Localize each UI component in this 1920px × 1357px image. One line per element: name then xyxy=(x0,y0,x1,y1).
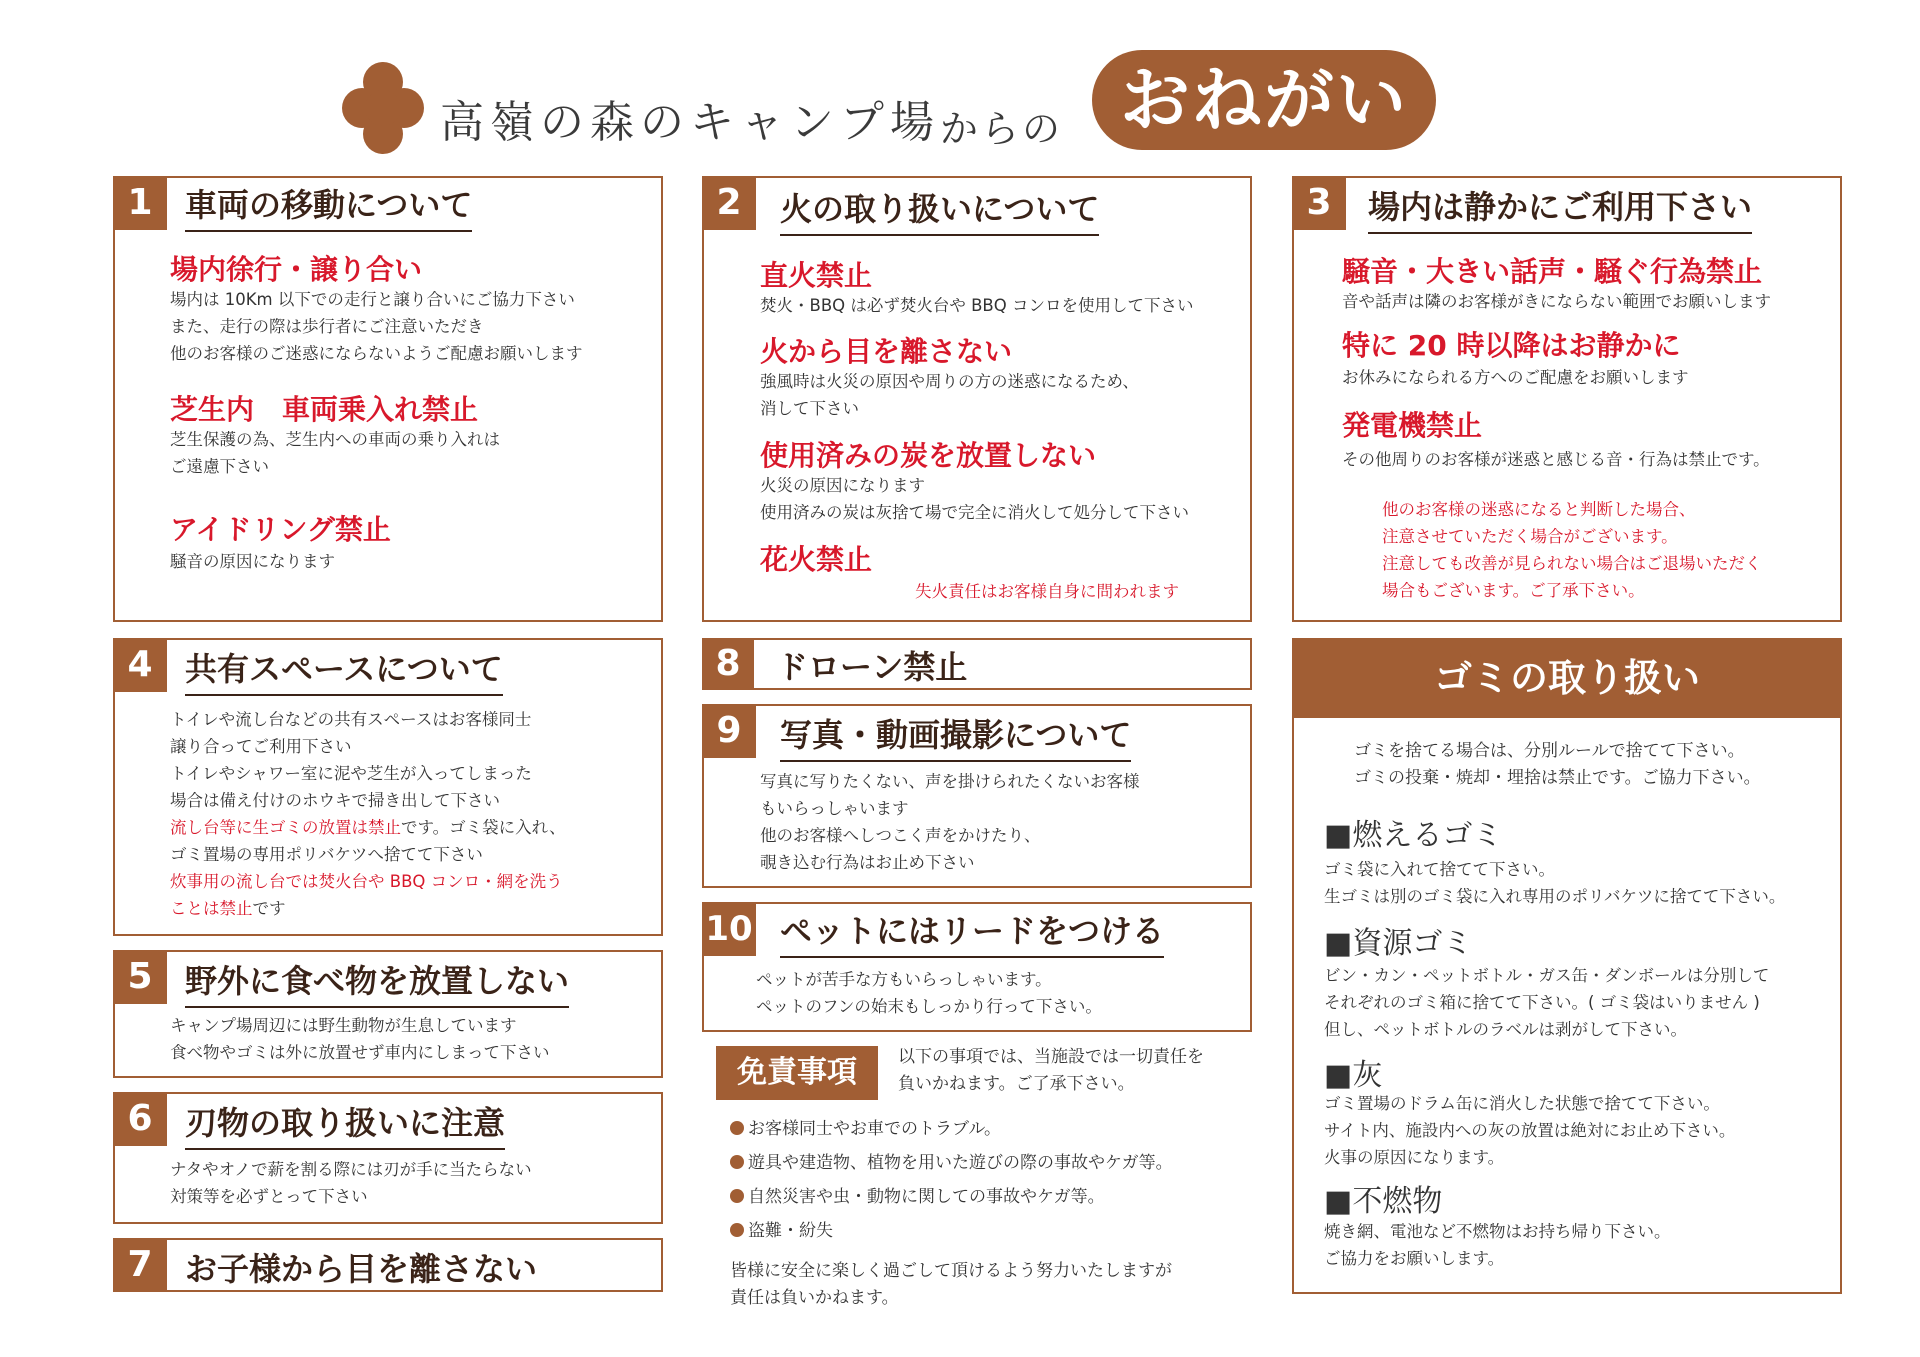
section-2-note: 失火責任はお客様自身に問われます xyxy=(915,582,1179,601)
flower-logo-icon xyxy=(340,60,426,156)
section-3-note: 他のお客様の迷惑になると判断した場合、 注意させていただく場合がございます。 注意しても改善が見られない場合はご退場いただく 場合もございます。ご了承下さい。 xyxy=(1382,500,1762,600)
section-3-text: 音や話声は隣のお客様がきにならない範囲でお願いします xyxy=(1342,292,1771,311)
bullet-dot-icon xyxy=(730,1155,744,1169)
section-2-text: 強風時は火災の原因や周りの方の迷惑になるため、 消して下さい xyxy=(760,372,1139,418)
section-3-heading-3: 発電機禁止 xyxy=(1342,409,1483,442)
garbage-intro: ゴミを捨てる場合は、分別ルールで捨てて下さい。 ゴミの投棄・焼却・埋捨は禁止です。ご協力下さい。 xyxy=(1354,741,1761,788)
section-1-title: 車両の移動について xyxy=(185,180,472,232)
section-2-text: 火災の原因になります 使用済みの炭は灰捨て場で完全に消火して処分して下さい xyxy=(760,476,1189,522)
section-6-title: 刃物の取り扱いに注意 xyxy=(185,1098,505,1150)
section-8-title: ドローン禁止 xyxy=(776,648,968,686)
garbage-heading-nonburnable: ■不燃物 xyxy=(1324,1184,1443,1219)
garbage-heading-recyclable: ■資源ゴミ xyxy=(1324,926,1473,961)
disclaimer-bullet: お客様同士やお車でのトラブル。 xyxy=(730,1112,1173,1146)
section-5-title: 野外に食べ物を放置しない xyxy=(185,956,569,1008)
section-3-heading-1: 騒音・大きい話声・騒ぐ行為禁止 xyxy=(1342,255,1763,288)
disclaimer-label: 免責事項 xyxy=(716,1046,878,1100)
section-3-number: 3 xyxy=(1292,176,1346,230)
garbage-text: ゴミ置場のドラム缶に消火した状態で捨てて下さい。 サイト内、施設内への灰の放置は絶対にお止め下さい。 火事の原因になります。 xyxy=(1324,1094,1736,1167)
section-6-text: ナタやオノで薪を割る際には刃が手に当たらない 対策等を必ずとって下さい xyxy=(170,1160,532,1206)
disclaimer-bullet: 自然災害や虫・動物に関しての事故やケガ等。 xyxy=(730,1180,1173,1214)
bullet-dot-icon xyxy=(730,1223,744,1237)
section-1-text: 芝生保護の為、芝生内への車両の乗り入れは ご遠慮下さい xyxy=(170,430,500,476)
disclaimer-bullet: 遊具や建造物、植物を用いた遊びの際の事故やケガ等。 xyxy=(730,1146,1173,1180)
section-4-text: トイレや流し台などの共有スペースはお客様同士 譲り合ってご利用下さい トイレやシャワー室に泥や芝生が入ってしまった 場合は備え付けのホウキで掃き出して下さい 流し台等に生ゴミの放置は禁止です。ゴミ袋に入れ、 ゴミ置場の専用ポリバケツへ捨てて下さい 炊事用の流し台では焚火台や BBQ コンロ・網を洗う ことは禁止です xyxy=(170,710,566,918)
section-3-title: 場内は静かにご利用下さい xyxy=(1368,182,1752,234)
disclaimer-bullet: 盗難・紛失 xyxy=(730,1214,1173,1248)
section-7-title: お子様から目を離さない xyxy=(185,1250,538,1288)
section-9-text: 写真に写りたくない、声を掛けられたくないお客様 もいらっしゃいます 他のお客様へしつこく声をかけたり、 覗き込む行為はお止め下さい xyxy=(760,772,1140,872)
bullet-dot-icon xyxy=(730,1121,744,1135)
section-10-title: ペットにはリードをつける xyxy=(780,906,1164,958)
section-2-text: 焚火・BBQ は必ず焚火台や BBQ コンロを使用して下さい xyxy=(760,296,1194,315)
section-2-heading-2: 火から目を離さない xyxy=(760,335,1013,368)
section-10-text: ペットが苦手な方もいらっしゃいます。 ペットのフンの始末もしっかり行って下さい。 xyxy=(756,970,1102,1016)
section-1-heading-3: アイドリング禁止 xyxy=(170,513,391,546)
section-2-number: 2 xyxy=(702,176,756,230)
section-2-heading-1: 直火禁止 xyxy=(760,259,873,292)
garbage-heading-ash: ■灰 xyxy=(1324,1058,1383,1093)
garbage-text: ゴミ袋に入れて捨てて下さい。 生ゴミは別のゴミ袋に入れ専用のポリバケツに捨てて下さい。 xyxy=(1324,860,1786,906)
section-9-title: 写真・動画撮影について xyxy=(780,710,1131,762)
section-4-number: 4 xyxy=(113,638,167,692)
section-2-heading-3: 使用済みの炭を放置しない xyxy=(760,439,1097,472)
garbage-title: ゴミの取り扱い xyxy=(1433,656,1700,700)
page-title: 高嶺の森のキャンプ場 xyxy=(440,97,940,148)
section-3-heading-2: 特に 20 時以降はお静かに xyxy=(1342,329,1681,362)
section-5-number: 5 xyxy=(113,950,167,1004)
page-title-onegai: おねがい xyxy=(1120,59,1408,141)
section-1-heading-1: 場内徐行・譲り合い xyxy=(170,253,423,286)
disclaimer-closing: 皆様に安全に楽しく過ごして頂けるよう努力いたしますが 責任は負いかねます。 xyxy=(730,1261,1172,1308)
section-1-number: 1 xyxy=(113,176,167,230)
bullet-dot-icon xyxy=(730,1189,744,1203)
section-9-number: 9 xyxy=(702,704,756,758)
section-8-number: 8 xyxy=(702,638,754,690)
section-3-text: その他周りのお客様が迷惑と感じる音・行為は禁止です。 xyxy=(1342,450,1770,469)
section-5-text: キャンプ場周辺には野生動物が生息しています 食べ物やゴミは外に放置せず車内にしまって下さい xyxy=(170,1016,550,1062)
section-1-text: 騒音の原因になります xyxy=(170,552,335,571)
section-6-number: 6 xyxy=(113,1092,167,1146)
disclaimer-intro: 以下の事項では、当施設では一切責任を 負いかねます。ご了承下さい。 xyxy=(898,1047,1204,1094)
disclaimer-bullets xyxy=(730,1112,1173,1248)
garbage-text: ビン・カン・ペットボトル・ガス缶・ダンボールは分別して それぞれのゴミ箱に捨てて下さい。( ゴミ袋はいりません ) 但し、ペットボトルのラベルは剥がして下さい。 xyxy=(1324,966,1770,1039)
garbage-heading-burnable: ■燃えるゴミ xyxy=(1324,818,1503,853)
page-title-from: からの xyxy=(940,107,1064,151)
section-10-number: 10 xyxy=(702,902,756,956)
section-3-text: お休みになられる方へのご配慮をお願いします xyxy=(1342,368,1689,387)
section-4-title: 共有スペースについて xyxy=(185,644,503,696)
section-1-heading-2: 芝生内 車両乗入れ禁止 xyxy=(170,393,479,426)
garbage-text: 焼き網、電池など不燃物はお持ち帰り下さい。 ご協力をお願いします。 xyxy=(1324,1222,1671,1268)
section-7-number: 7 xyxy=(113,1238,167,1292)
section-2-heading-4: 花火禁止 xyxy=(760,543,873,576)
section-2-title: 火の取り扱いについて xyxy=(780,184,1099,236)
section-1-text: 場内は 10Km 以下での走行と譲り合いにご協力下さい また、走行の際は歩行者にご注意いただき 他のお客様のご迷惑にならないようご配慮お願いします xyxy=(170,290,583,363)
